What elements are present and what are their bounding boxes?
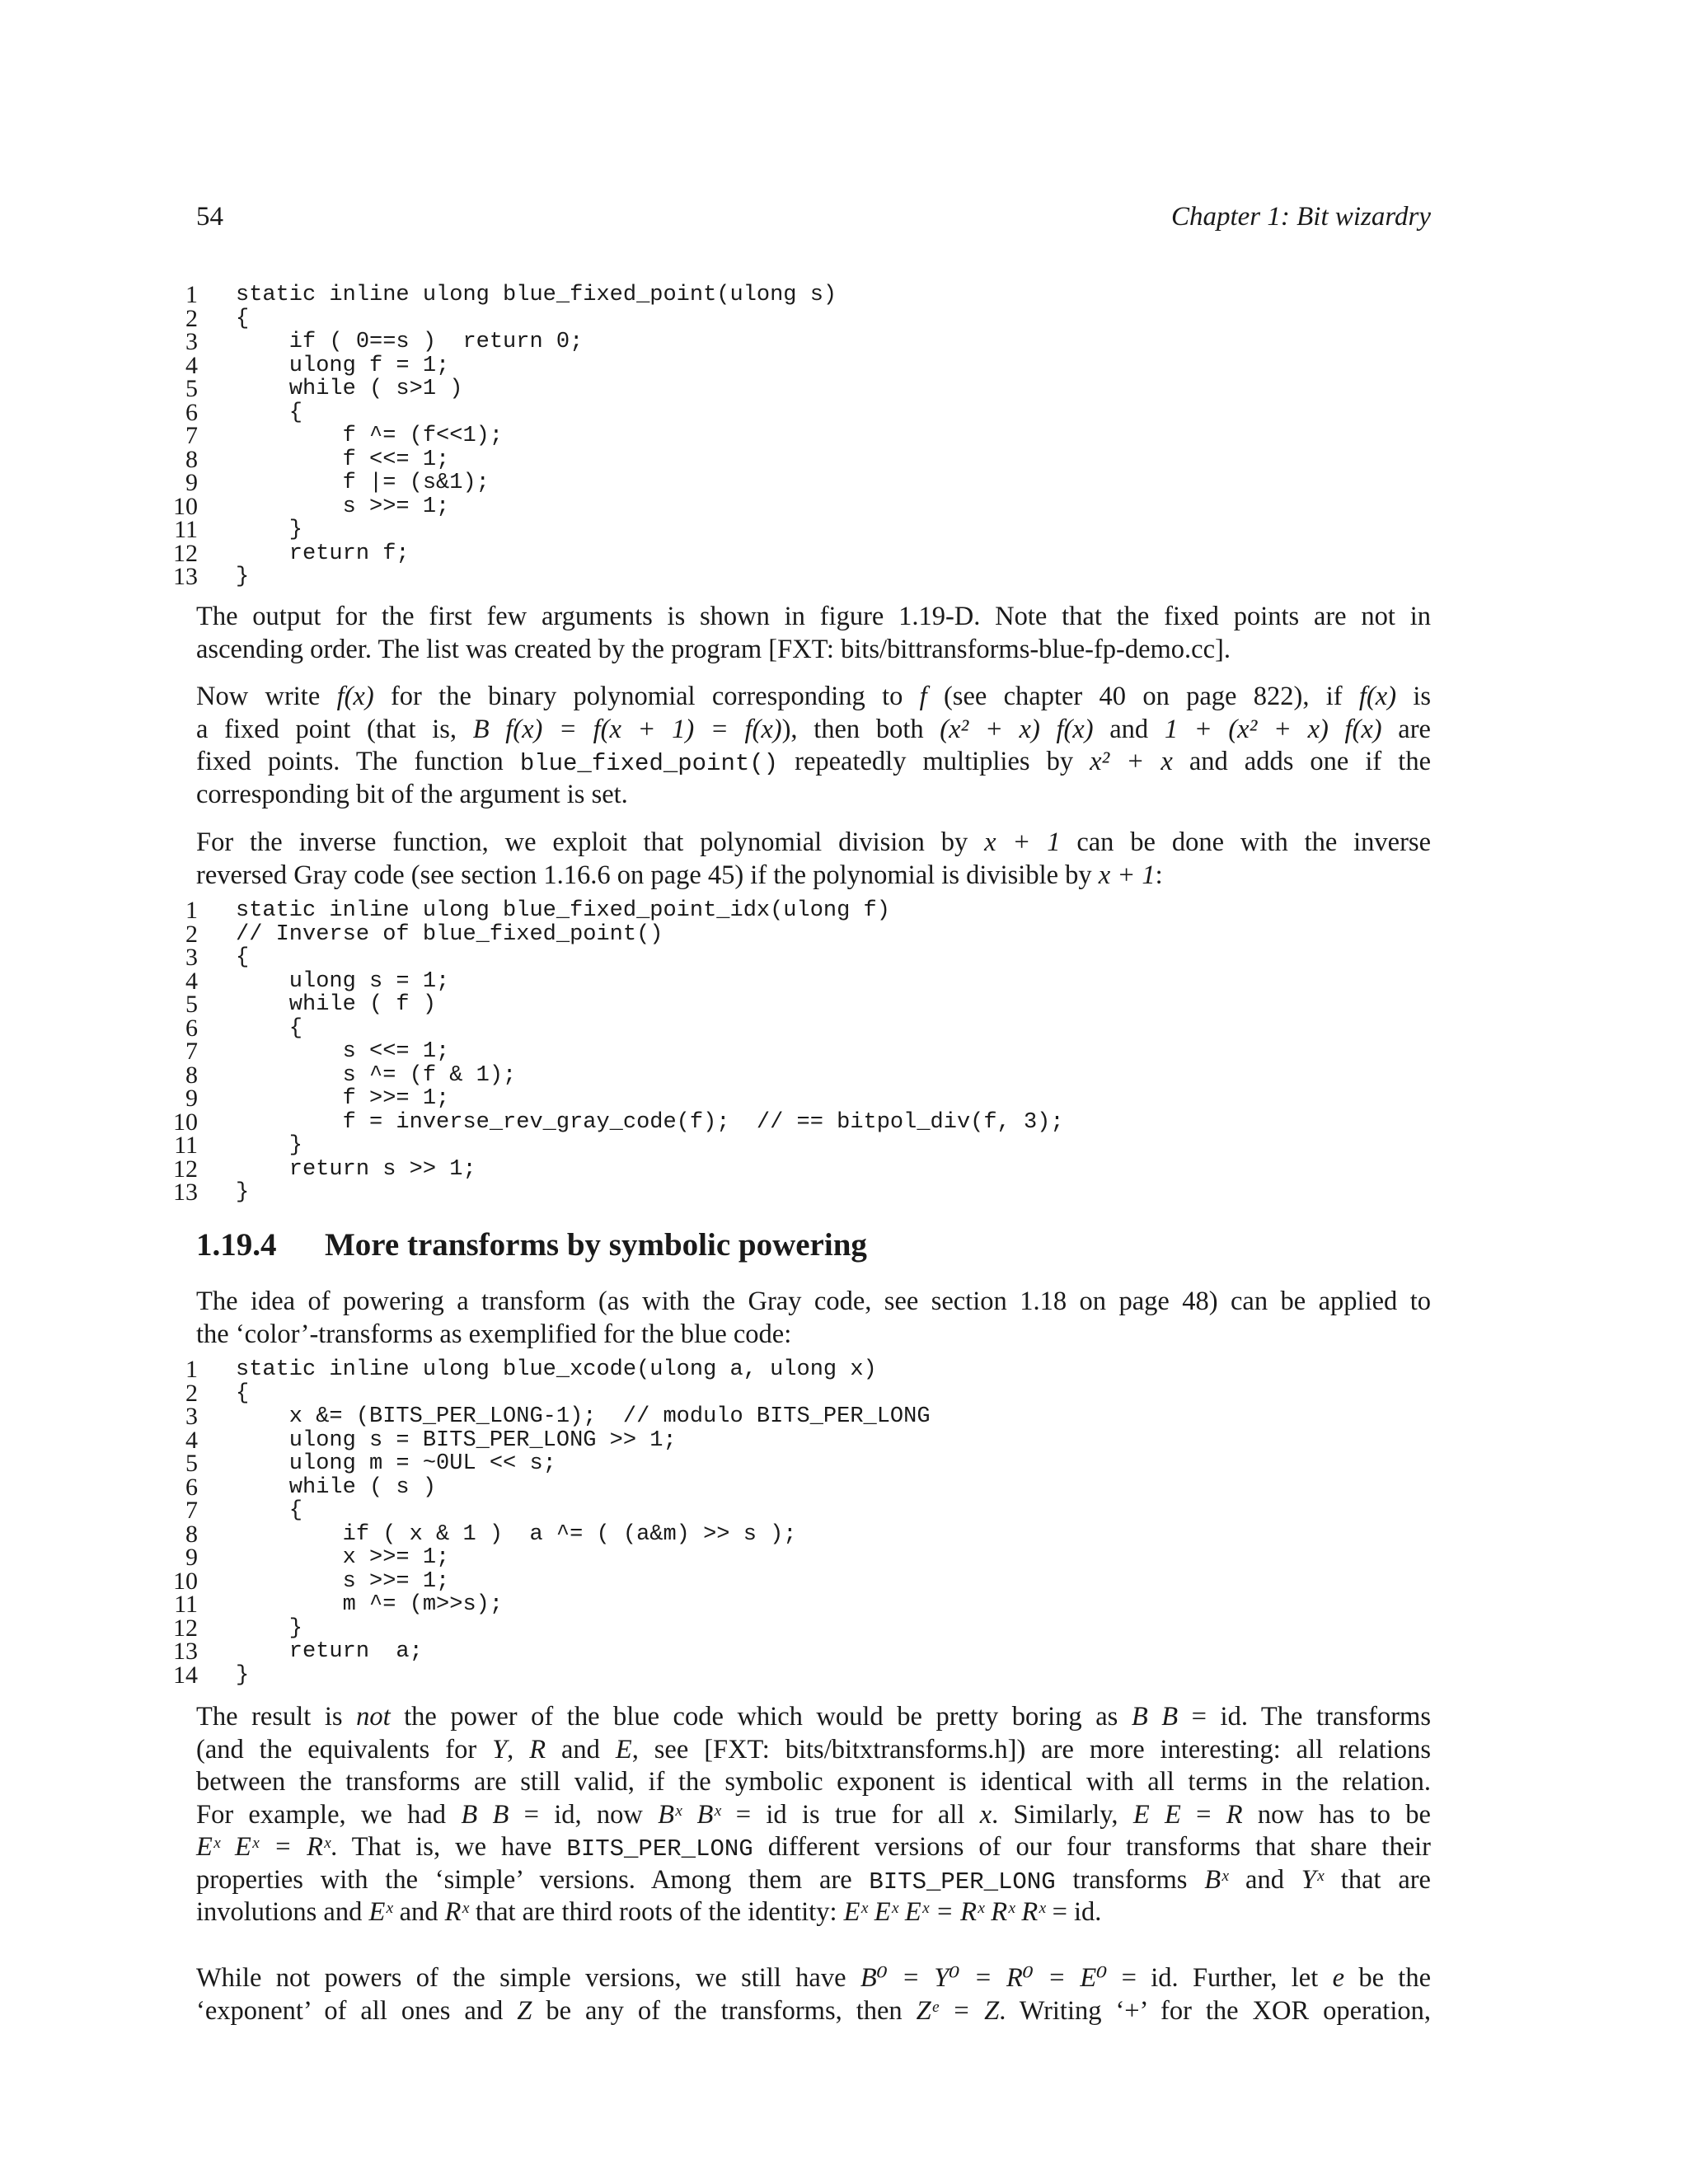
line-number: 10 [173,1567,198,1595]
code-text: s >>= 1; [236,1568,450,1594]
text-line: the ‘color’-transforms as exemplified for the blue code: [196,1319,792,1349]
text-line: a fixed point (that is, B f(x) = f(x + 1) = f(x)), then both (x² + x) f(x) and 1 + (x² + x) f(x) are [196,714,1431,744]
paragraph-inverse-function [196,827,1431,892]
code-line [165,1061,1467,1089]
code-line [165,377,1467,401]
text-line: The idea of powering a transform (as with the Gray code, see section 1.18 on page 48) can be applied to [196,1286,1431,1316]
line-number: 5 [185,1450,198,1477]
code-line [165,1661,1467,1689]
code-line [165,1181,1467,1205]
code-line [165,281,1467,308]
code-text: s <<= 1; [236,1039,450,1064]
line-number: 12 [173,1614,198,1642]
code-line [165,539,1467,567]
line-number: 4 [185,967,198,995]
code-line [165,351,1467,379]
text-line: ‘exponent’ of all ones and Z be any of the transforms, then Zᵉ = Z. Writing ‘+’ for the XOR operation, [196,1995,1431,2026]
code-line [165,1426,1467,1454]
line-number: 9 [185,1544,198,1571]
text-line: between the transforms are still valid, if the symbolic exponent is identical with all terms in the relation. [196,1767,1431,1797]
text-line: reversed Gray code (see section 1.16.6 on page 45) if the polynomial is divisible by x + 1: [196,860,1163,890]
code-text: } [236,518,303,542]
line-number: 6 [185,398,198,426]
line-number: 13 [173,1179,198,1206]
code-text: ulong s = 1; [236,968,450,994]
line-number: 7 [185,1038,198,1065]
code-text: if ( x & 1 ) a ^= ( (a&m) >> s ); [236,1521,797,1547]
code-line [165,424,1467,448]
code-text: ulong m = ~0UL << s; [236,1451,556,1476]
page-number: 54 [196,202,223,232]
code-line [165,899,1467,923]
code-line [165,492,1467,520]
line-number: 11 [174,516,198,543]
code-text: // Inverse of blue_fixed_point() [236,921,663,947]
code-text: return a; [236,1639,423,1664]
code-text: while ( s>1 ) [236,377,463,401]
text-line: Eˣ Eˣ = Rˣ. That is, we have BITS_PER_LONG different versions of our four transforms that share their [196,1832,1431,1863]
line-number: 13 [173,563,198,590]
code-text: { [236,1498,303,1523]
running-head [196,202,1431,243]
line-number: 1 [185,1356,198,1383]
code-line [165,1155,1467,1183]
code-line [165,1499,1467,1523]
code-text: } [236,1133,303,1158]
section-title: More transforms by symbolic powering [325,1227,867,1263]
code-line [165,1452,1467,1476]
text-line: The output for the first few arguments is shown in figure 1.19-D. Note that the fixed points are not in [196,602,1431,631]
text-line: Now write f(x) for the binary polynomial corresponding to f (see chapter 40 on page 822), if f(x) is [196,682,1432,711]
code-line [165,518,1467,542]
paragraph-result-discussion [196,1701,1431,1929]
code-text: { [236,306,250,331]
line-number: 4 [185,351,198,379]
code-line [165,1546,1467,1570]
code-text: while ( s ) [236,1474,437,1500]
code-line [165,1358,1467,1382]
text-line: fixed points. The function blue_fixed_point() repeatedly multiplies by x² + x and adds one if the [196,747,1432,777]
code-line [165,946,1467,970]
text-line: While not powers of the simple versions, we still have B⁰ = Y⁰ = R⁰ = E⁰ = id. Further, let e be the [196,1963,1432,1993]
code-line [165,1593,1467,1617]
code-text: f <<= 1; [236,447,450,472]
line-number: 6 [185,1473,198,1501]
line-number: 7 [185,422,198,449]
line-number: 3 [185,944,198,971]
text-line: involutions and Eˣ and Rˣ that are third roots of the identity: Eˣ Eˣ Eˣ = Rˣ Rˣ Rˣ = id. [196,1897,1102,1927]
chapter-title: Chapter 1: Bit wizardry [1170,202,1431,232]
code-text: { [236,400,303,425]
text-line: ascending order. The list was created by the program [FXT: bits/bittransforms-blue-fp-demo.cc]. [196,634,1231,664]
code-line [165,1087,1467,1111]
code-listing-blue-fixed-point-idx [165,899,1467,1205]
code-text: s >>= 1; [236,494,450,519]
code-line [165,920,1467,948]
code-text: static inline ulong blue_fixed_point_idx(ulong f) [236,898,890,923]
code-line [165,1520,1467,1548]
code-text: } [236,565,250,589]
code-text: m ^= (m>>s); [236,1592,504,1617]
code-line [165,1108,1467,1136]
line-number: 1 [185,897,198,924]
code-line [165,471,1467,495]
paragraph-fixed-point-polynomial [196,681,1431,811]
code-line [165,993,1467,1017]
code-line [165,330,1467,354]
line-number: 4 [185,1426,198,1454]
code-text: ulong f = 1; [236,353,450,378]
code-text: while ( f ) [236,992,437,1017]
text-line: The result is not the power of the blue code which would be pretty boring as B B = id. The transforms [196,1702,1431,1732]
line-number: 3 [185,328,198,355]
paragraph-exponent-notes [196,1962,1431,2027]
code-line [165,398,1467,426]
code-text: if ( 0==s ) return 0; [236,330,584,354]
text-line: For example, we had B B = id, now Bˣ Bˣ = id is true for all x. Similarly, E E = R now has to be [196,1799,1431,1830]
code-line [165,1405,1467,1429]
code-text: s ^= (f & 1); [236,1062,517,1088]
line-number: 2 [185,920,198,948]
line-number: 1 [185,281,198,308]
code-text: { [236,945,250,970]
code-line [165,1040,1467,1064]
line-number: 10 [173,492,198,520]
line-number: 5 [185,375,198,402]
line-number: 14 [173,1661,198,1689]
text-line: properties with the ‘simple’ versions. Among them are BITS_PER_LONG transforms Bˣ and Yˣ that are [196,1864,1431,1896]
code-line [165,304,1467,332]
line-number: 8 [185,1061,198,1089]
code-line [165,1614,1467,1642]
code-text: } [236,1180,250,1205]
code-line [165,1379,1467,1407]
code-text: return s >> 1; [236,1156,476,1182]
line-number: 5 [185,991,198,1018]
section-number: 1.19.4 [196,1227,277,1263]
line-number: 7 [185,1497,198,1524]
code-line [165,1567,1467,1595]
paragraph-output-description [196,601,1431,666]
code-line [165,967,1467,995]
code-text: x &= (BITS_PER_LONG-1); // modulo BITS_PER_LONG [236,1404,931,1429]
code-line [165,1473,1467,1501]
code-text: return f; [236,541,410,566]
code-text: x >>= 1; [236,1545,450,1570]
line-number: 12 [173,539,198,567]
line-number: 2 [185,304,198,332]
code-text: static inline ulong blue_xcode(ulong a, ulong x) [236,1357,877,1382]
line-number: 8 [185,445,198,473]
code-text: } [236,1615,303,1641]
code-listing-blue-fixed-point [165,281,1467,590]
code-line [165,1640,1467,1664]
line-number: 12 [173,1155,198,1183]
code-text: static inline ulong blue_fixed_point(ulong s) [236,283,837,307]
line-number: 9 [185,1085,198,1112]
line-number: 10 [173,1108,198,1136]
code-line [165,565,1467,589]
code-line [165,445,1467,473]
code-line [165,1134,1467,1158]
paragraph-powering-intro [196,1286,1431,1351]
line-number: 2 [185,1379,198,1407]
line-number: 13 [173,1638,198,1665]
text-line: For the inverse function, we exploit that polynomial division by x + 1 can be done with the inverse [196,827,1431,857]
code-text: } [236,1662,250,1688]
code-line [165,1014,1467,1042]
section-heading [196,1226,867,1263]
code-text: ulong s = BITS_PER_LONG >> 1; [236,1427,677,1453]
line-number: 6 [185,1014,198,1042]
line-number: 8 [185,1520,198,1548]
code-text: f |= (s&1); [236,471,490,495]
code-text: f = inverse_rev_gray_code(f); // == bitpol_div(f, 3); [236,1109,1064,1135]
code-listing-blue-xcode [165,1358,1467,1687]
text-line: corresponding bit of the argument is set. [196,779,628,809]
line-number: 9 [185,469,198,496]
code-text: { [236,1015,303,1041]
code-text: { [236,1380,250,1406]
text-line: (and the equivalents for Y, R and E, see [FXT: bits/bitxtransforms.h]) are more interesting: all relations [196,1734,1432,1765]
code-text: f >>= 1; [236,1086,450,1111]
line-number: 11 [174,1132,198,1159]
code-text: f ^= (f<<1); [236,424,504,448]
line-number: 3 [185,1403,198,1430]
line-number: 11 [174,1591,198,1618]
